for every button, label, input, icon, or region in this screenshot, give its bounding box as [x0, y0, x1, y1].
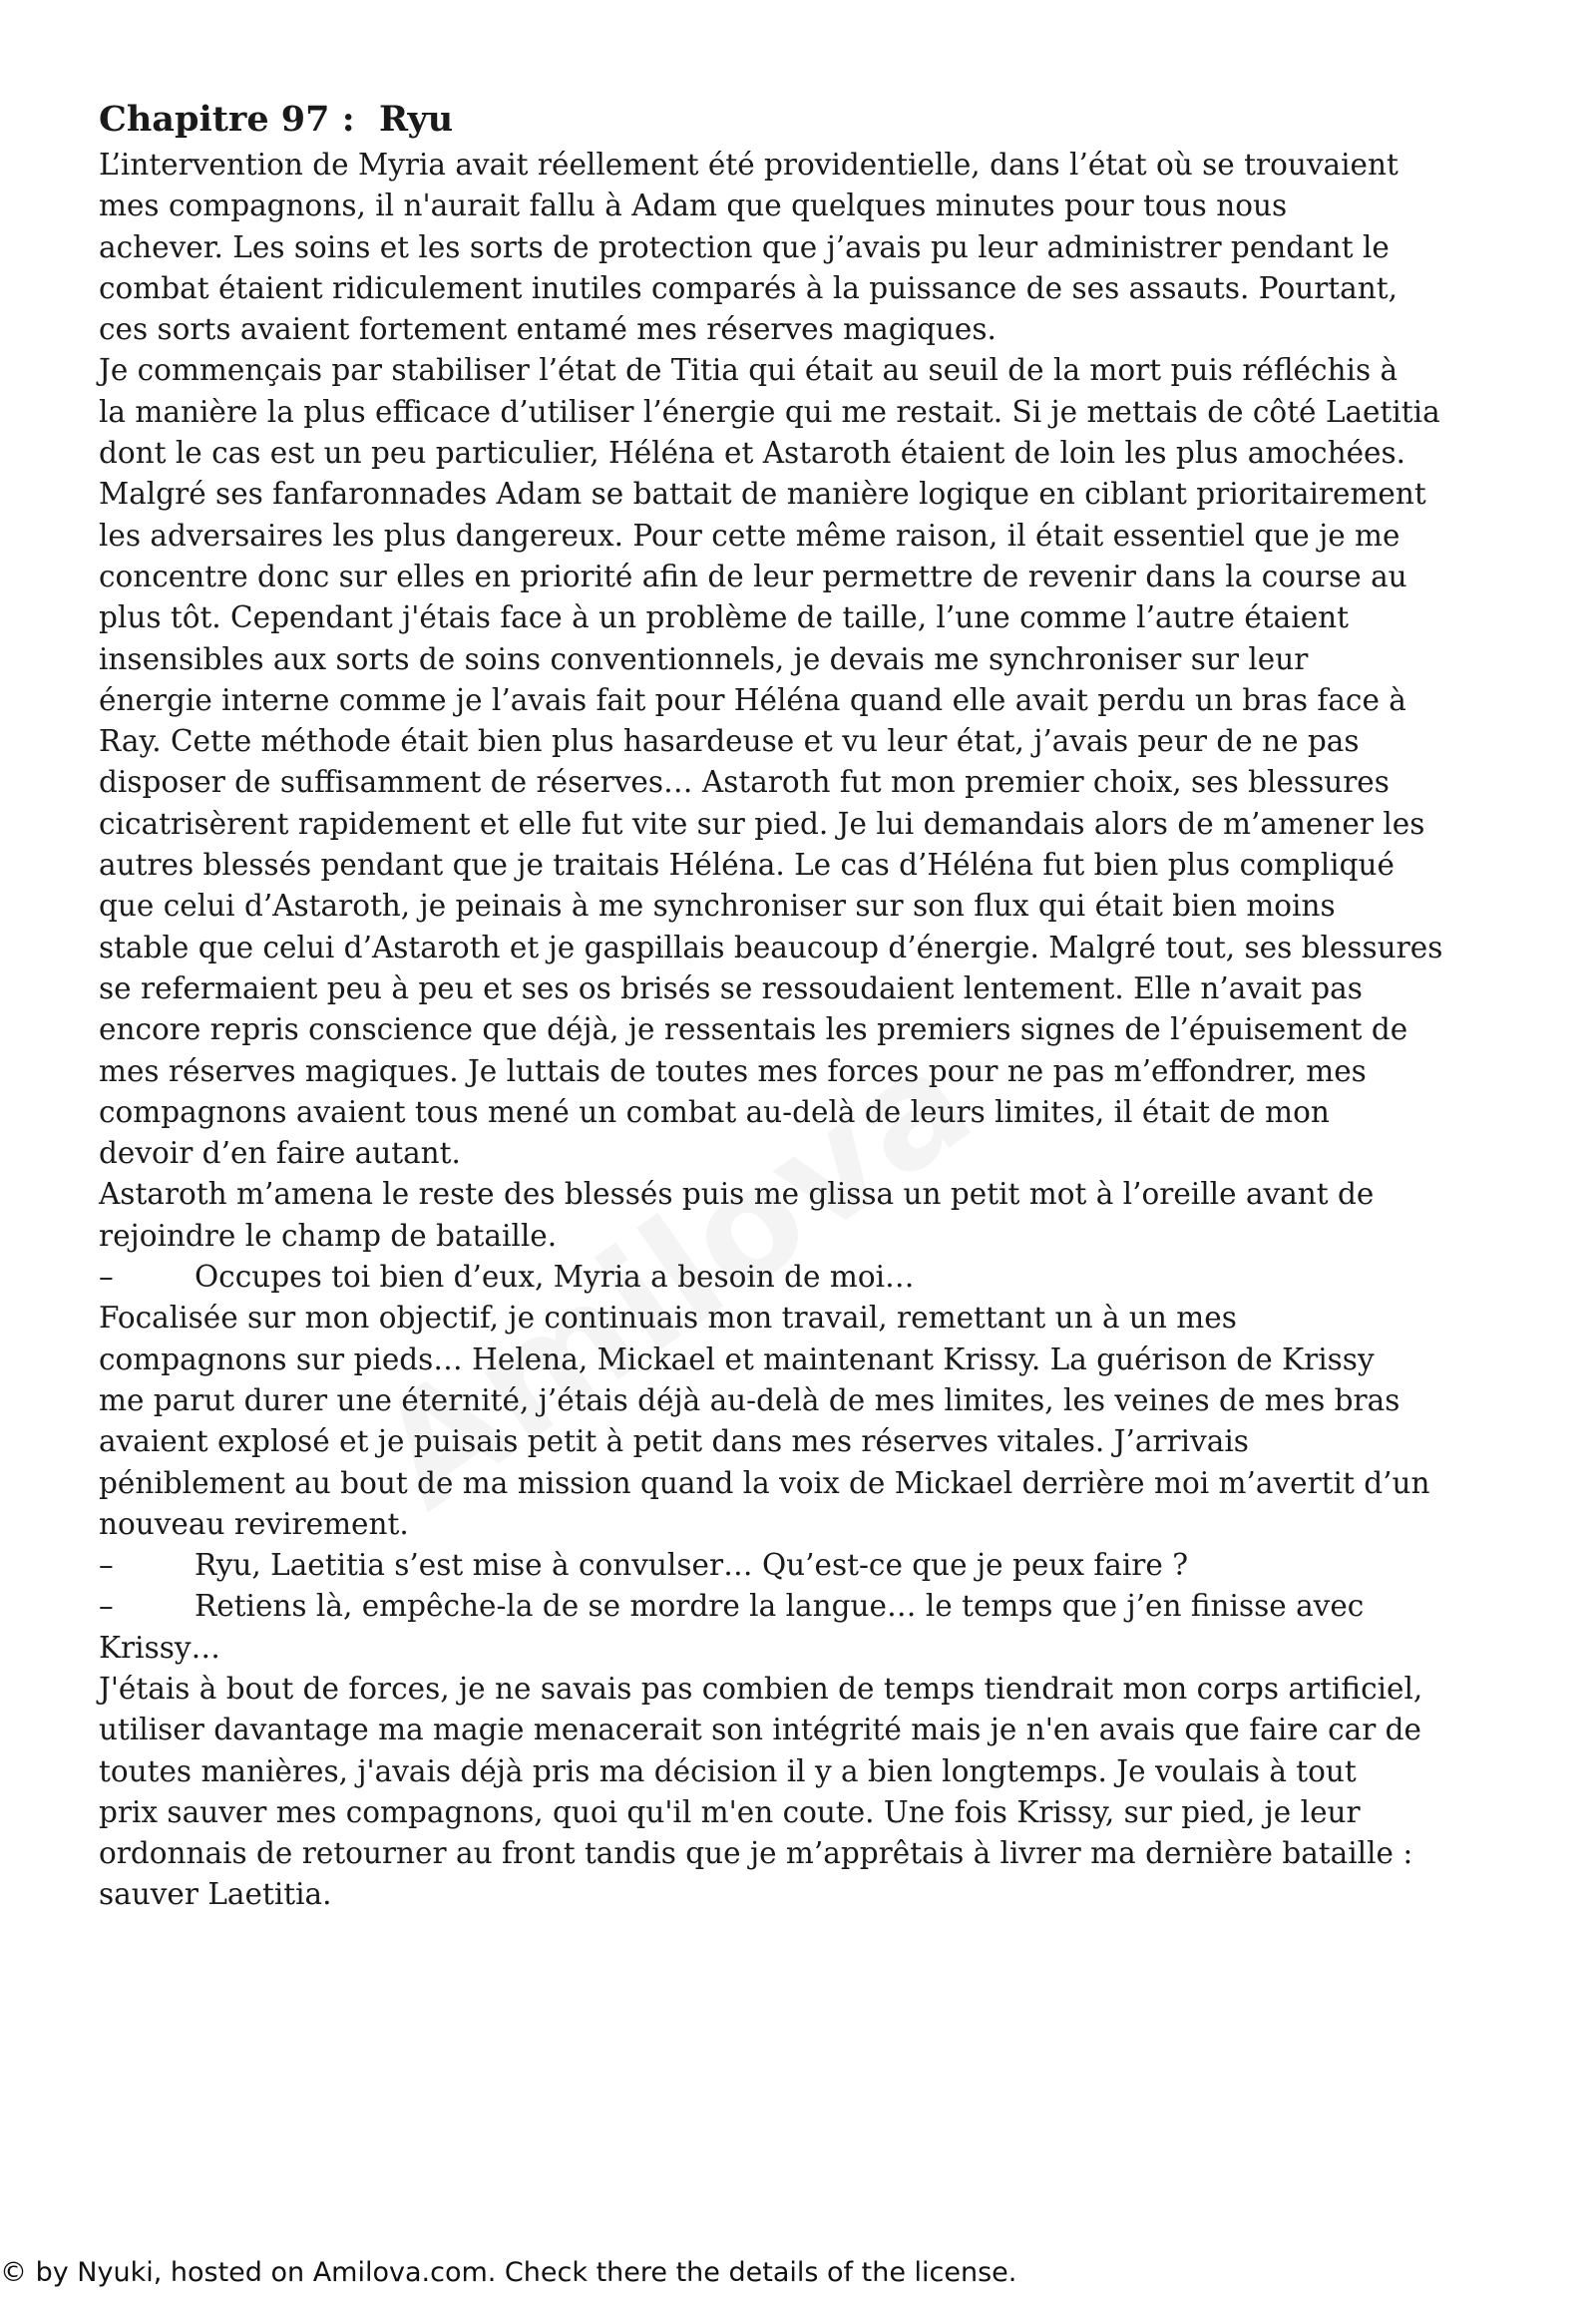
text-line: encore repris conscience que déjà, je ressentais les premiers signes de l’épuisement de [99, 1012, 1408, 1047]
text-line: concentre donc sur elles en priorité afin de leur permettre de revenir dans la course au [99, 559, 1407, 593]
license-footer: © by Nyuki, hosted on Amilova.com. Check there the details of the license. [0, 2257, 1017, 2288]
chapter-body [99, 145, 1525, 1916]
text-line: J'étais à bout de forces, je ne savais pas combien de temps tiendrait mon corps artificiel, [99, 1671, 1423, 1706]
text-line: compagnons avaient tous mené un combat au-delà de leurs limites, il était de mon [99, 1094, 1330, 1129]
document-page [99, 95, 1525, 1916]
text-line: stable que celui d’Astaroth et je gaspillais beaucoup d’énergie. Malgré tout, ses blessures [99, 930, 1443, 964]
text-line: devoir d’en faire autant. [99, 1136, 461, 1171]
text-line: avaient explosé et je puisais petit à petit dans mes réserves vitales. J’arrivais [99, 1424, 1249, 1459]
text-line: combat étaient ridiculement inutiles comparés à la puissance de ses assauts. Pourtant, [99, 270, 1397, 305]
text-line: rejoindre le champ de bataille. [99, 1218, 558, 1253]
text-line: plus tôt. Cependant j'étais face à un problème de taille, l’une comme l’autre étaient [99, 600, 1350, 635]
text-line: mes compagnons, il n'aurait fallu à Adam que quelques minutes pour tous nous [99, 189, 1288, 223]
text-line: Astaroth m’amena le reste des blessés puis me glissa un petit mot à l’oreille avant de [99, 1177, 1375, 1212]
text-line: sauver Laetitia. [99, 1877, 332, 1912]
text-line: cicatrisèrent rapidement et elle fut vite sur pied. Je lui demandais alors de m’amener les [99, 806, 1425, 841]
text-line: ordonnais de retourner au front tandis que je m’apprêtais à livrer ma dernière bataille : [99, 1836, 1413, 1871]
text-line: se refermaient peu à peu et ses os brisés se ressoudaient lentement. Elle n’avait pas [99, 970, 1363, 1005]
text-line: compagnons sur pieds… Helena, Mickael et maintenant Krissy. La guérison de Krissy [99, 1341, 1375, 1376]
dialogue-text: Ryu, Laetitia s’est mise à convulser… Qu’est-ce que je peux faire ? [195, 1548, 1189, 1583]
text-line: que celui d’Astaroth, je peinais à me synchroniser sur son flux qui était bien moins [99, 889, 1336, 924]
dialogue-text: Occupes toi bien d’eux, Myria a besoin de moi… [195, 1260, 915, 1295]
text-line: Ray. Cette méthode était bien plus hasardeuse et vu leur état, j’avais peur de ne pas [99, 724, 1360, 759]
text-line: dont le cas est un peu particulier, Héléna et Astaroth étaient de loin les plus amochées. [99, 436, 1405, 471]
dialogue-dash: – [99, 1589, 114, 1624]
text-line: autres blessés pendant que je traitais Héléna. Le cas d’Héléna fut bien plus compliqué [99, 848, 1395, 883]
text-line: disposer de suffisamment de réserves… Astaroth fut mon premier choix, ses blessures [99, 765, 1390, 800]
text-line: Malgré ses fanfaronnades Adam se battait de manière logique en ciblant prioritairement [99, 477, 1426, 512]
dialogue-dash: – [99, 1548, 114, 1583]
text-line: Je commençais par stabiliser l’état de Titia qui était au seuil de la mort puis réfléchis à [99, 353, 1398, 388]
text-line: les adversaires les plus dangereux. Pour cette même raison, il était essentiel que je me [99, 518, 1400, 553]
text-line: prix sauver mes compagnons, quoi qu'il m'en coute. Une fois Krissy, sur pied, je leur [99, 1794, 1361, 1829]
chapter-title: Chapitre 97 : Ryu [99, 99, 454, 140]
dialogue-line [99, 1586, 1525, 1627]
dialogue-line [99, 1545, 1525, 1586]
text-line: nouveau revirement. [99, 1506, 409, 1541]
text-line: mes réserves magiques. Je luttais de toutes mes forces pour ne pas m’effondrer, mes [99, 1053, 1367, 1088]
text-line: Krissy… [99, 1630, 221, 1665]
text-line: insensibles aux sorts de soins conventionnels, je devais me synchroniser sur leur [99, 641, 1309, 676]
dialogue-text: Retiens là, empêche-la de se mordre la langue… le temps que j’en finisse avec [195, 1589, 1365, 1624]
text-line: utiliser davantage ma magie menacerait son intégrité mais je n'en avais que faire car de [99, 1713, 1422, 1747]
text-line: péniblement au bout de ma mission quand la voix de Mickael derrière moi m’avertit d’un [99, 1465, 1430, 1500]
text-line: Focalisée sur mon objectif, je continuais mon travail, remettant un à un mes [99, 1301, 1237, 1336]
text-line: ces sorts avaient fortement entamé mes réserves magiques. [99, 312, 997, 347]
text-line: toutes manières, j'avais déjà pris ma décision il y a bien longtemps. Je voulais à tout [99, 1753, 1357, 1788]
text-line: achever. Les soins et les sorts de protection que j’avais pu leur administrer pendant le [99, 229, 1390, 264]
text-line: L’intervention de Myria avait réellement été providentielle, dans l’état où se trouvaient [99, 148, 1398, 182]
dialogue-line [99, 1257, 1525, 1298]
text-line: me parut durer une éternité, j’étais déjà au-delà de mes limites, les veines de mes bras [99, 1382, 1400, 1417]
dialogue-dash: – [99, 1260, 114, 1295]
text-line: énergie interne comme je l’avais fait pour Héléna quand elle avait perdu un bras face à [99, 682, 1406, 717]
text-line: la manière la plus efficace d’utiliser l’énergie qui me restait. Si je mettais de côté Laetitia [99, 394, 1440, 429]
